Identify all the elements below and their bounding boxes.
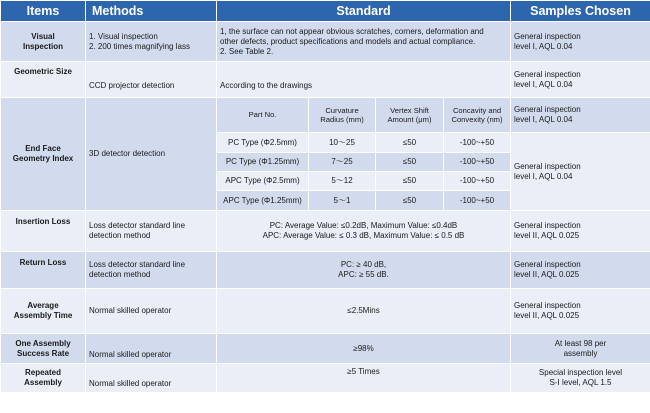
method-repeated-assembly: Normal skilled operator bbox=[86, 364, 217, 393]
samples-geometric-size: General inspection level I, AQL 0.04 bbox=[511, 62, 650, 98]
method-return-loss: Loss detector standard line detection method bbox=[86, 252, 217, 289]
part-no-cell: APC Type (Φ2.5mm) bbox=[217, 172, 309, 191]
header-standard: Standard bbox=[217, 1, 511, 22]
samples-success-rate: At least 98 per assembly bbox=[511, 334, 650, 364]
method-insertion-loss: Loss detector standard line detection method bbox=[86, 211, 217, 252]
samples-repeated-assembly: Special inspection level S-I level, AQL 1.5 bbox=[511, 364, 650, 393]
table-row-success-rate bbox=[1, 334, 650, 364]
subheader-curvature-radius: Curvature Radius (mm) bbox=[309, 98, 376, 133]
table-header-row bbox=[1, 1, 650, 22]
vertex-shift-cell: ≤50 bbox=[376, 172, 444, 191]
table-row-return-loss bbox=[1, 252, 650, 289]
standard-average-assembly-time: ≤2.5Mins bbox=[217, 289, 511, 334]
subheader-vertex-shift: Vertex Shift Amount (μm) bbox=[376, 98, 444, 133]
item-return-loss: Return Loss bbox=[1, 252, 86, 289]
samples-average-assembly-time: General inspection level II, AQL 0.025 bbox=[511, 289, 650, 334]
item-repeated-assembly: Repeated Assembly bbox=[1, 364, 86, 393]
table-row-geometric-size bbox=[1, 62, 650, 98]
standard-visual-inspection: 1, the surface can not appear obvious scratches, corners, deformation and other defects, product specifications and models and actual compliance. 2. See Table 2. bbox=[217, 22, 511, 62]
table-row-end-face-subheader bbox=[1, 98, 650, 133]
table-row-average-assembly-time bbox=[1, 289, 650, 334]
samples-insertion-loss: General inspection level II, AQL 0.025 bbox=[511, 211, 650, 252]
item-geometric-size: Geometric Size bbox=[1, 62, 86, 98]
vertex-shift-cell: ≤50 bbox=[376, 133, 444, 153]
header-items: Items bbox=[1, 1, 86, 22]
method-end-face-geometry: 3D detector detection bbox=[86, 98, 217, 211]
part-no-cell: PC Type (Φ2.5mm) bbox=[217, 133, 309, 153]
method-geometric-size: CCD projector detection bbox=[86, 62, 217, 98]
header-methods: Methods bbox=[86, 1, 217, 22]
part-no-cell: PC Type (Φ1.25mm) bbox=[217, 153, 309, 172]
concavity-cell: -100~+50 bbox=[444, 153, 511, 172]
subheader-concavity: Concavity and Convexity (nm) bbox=[444, 98, 511, 133]
item-average-assembly-time: Average Assembly Time bbox=[1, 289, 86, 334]
header-samples-chosen: Samples Chosen bbox=[511, 1, 650, 22]
samples-end-face-top: General inspection level I, AQL 0.04 bbox=[511, 98, 650, 133]
item-insertion-loss: Insertion Loss bbox=[1, 211, 86, 252]
method-success-rate: Normal skilled operator bbox=[86, 334, 217, 364]
method-visual-inspection: 1. Visual inspection 2. 200 times magnifying lass bbox=[86, 22, 217, 62]
samples-end-face-bottom: General inspection level I, AQL 0.04 bbox=[511, 133, 650, 211]
item-end-face-geometry: End Face Geometry Index bbox=[1, 98, 86, 211]
standard-geometric-size: According to the drawings bbox=[217, 62, 511, 98]
standard-success-rate: ≥98% bbox=[217, 334, 511, 364]
table-row-visual-inspection bbox=[1, 22, 650, 62]
subheader-part-no: Part No. bbox=[217, 98, 309, 133]
item-visual-inspection: Visual Inspection bbox=[1, 22, 86, 62]
samples-return-loss: General inspection level II, AQL 0.025 bbox=[511, 252, 650, 289]
curvature-cell: 7～25 bbox=[309, 153, 376, 172]
vertex-shift-cell: ≤50 bbox=[376, 153, 444, 172]
samples-visual-inspection: General inspection level I, AQL 0.04 bbox=[511, 22, 650, 62]
vertex-shift-cell: ≤50 bbox=[376, 191, 444, 211]
concavity-cell: -100~+50 bbox=[444, 191, 511, 211]
standard-return-loss: PC: ≥ 40 dB, APC: ≥ 55 dB. bbox=[217, 252, 511, 289]
curvature-cell: 5～1 bbox=[309, 191, 376, 211]
standard-repeated-assembly: ≥5 Times bbox=[217, 364, 511, 393]
concavity-cell: -100~+50 bbox=[444, 172, 511, 191]
standard-insertion-loss: PC: Average Value: ≤0.2dB, Maximum Value: ≤0.4dB APC: Average Value: ≤ 0.3 dB, Maximum Value: ≤ 0.5 dB bbox=[217, 211, 511, 252]
table-row-repeated-assembly bbox=[1, 364, 650, 393]
method-average-assembly-time: Normal skilled operator bbox=[86, 289, 217, 334]
part-no-cell: APC Type (Φ1.25mm) bbox=[217, 191, 309, 211]
curvature-cell: 10～25 bbox=[309, 133, 376, 153]
concavity-cell: -100~+50 bbox=[444, 133, 511, 153]
table-row-insertion-loss bbox=[1, 211, 650, 252]
curvature-cell: 5～12 bbox=[309, 172, 376, 191]
item-success-rate: One Assembly Success Rate bbox=[1, 334, 86, 364]
